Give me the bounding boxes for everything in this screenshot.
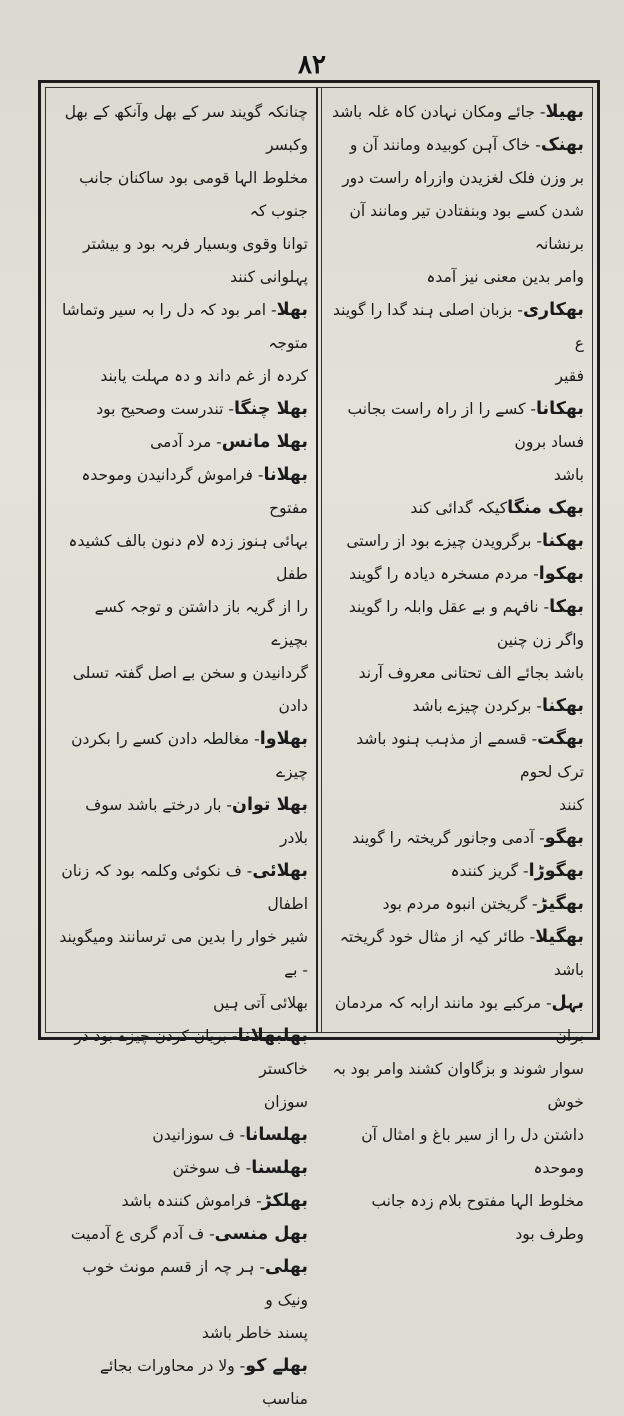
dictionary-entry — [54, 1350, 308, 1416]
dictionary-entry — [54, 96, 308, 162]
definition-text: - قسمے از مذہب ہنود باشد ترک لحوم — [356, 730, 584, 781]
headword: بھل منسی — [214, 1224, 308, 1244]
dictionary-entry — [54, 591, 308, 657]
page-border-frame — [38, 80, 600, 1408]
dictionary-entry — [54, 1119, 308, 1152]
definition-text: - خاک آہن کوبیدہ ومانند آن و — [349, 136, 541, 154]
headword: بھلائی — [252, 861, 308, 881]
definition-text: چنانکہ گویند سر کے بھل وآنکھ کے بھل وکبسر — [64, 103, 308, 154]
headword: بھگیڑ — [537, 894, 584, 914]
dictionary-entry — [54, 162, 308, 228]
definition-text: - ف سوزانیدن — [152, 1126, 246, 1144]
dictionary-entry — [326, 690, 584, 723]
definition-text: مخلوط الہا قومی بود ساکنان جانب جنوب کہ — [79, 169, 308, 220]
headword: بھلاوا — [259, 729, 308, 749]
dictionary-entry — [54, 1317, 308, 1350]
definition-text: کردہ از غم داند و دہ مہلت یابند — [100, 367, 308, 385]
definition-text: - جائے ومکان نہادن کاہ غلہ باشد — [332, 103, 546, 121]
headword: بھلا — [276, 300, 308, 320]
dictionary-entry — [54, 228, 308, 294]
headword: بھکا — [549, 597, 584, 617]
dictionary-entry — [326, 1185, 584, 1251]
dictionary-entry — [326, 96, 584, 129]
dictionary-entry — [54, 987, 308, 1020]
headword: بھگوڑا — [528, 861, 584, 881]
headword: بھیلا — [545, 102, 584, 122]
definition-text: - برگرویدن چیزے بود از راستی — [346, 532, 542, 550]
dictionary-entry — [326, 723, 584, 789]
definition-text: - بزبان اصلی ہند گدا را گویند ع — [333, 301, 584, 352]
definition-text: - کسے را از راہ راست بجانب فساد برون — [347, 400, 584, 451]
dictionary-entry — [326, 261, 584, 294]
headword: بھلسنا — [251, 1158, 308, 1178]
dictionary-entry — [326, 855, 584, 888]
headword: بھلا مانس — [221, 432, 308, 452]
dictionary-entry — [326, 162, 584, 195]
dictionary-entry — [326, 1053, 584, 1119]
definition-text: مخلوط الہا مفتوح بلام زدہ جانب وطرف بود — [371, 1192, 584, 1243]
page-number: ۸۲ — [298, 50, 326, 80]
definition-text: پسند خاطر باشد — [201, 1324, 308, 1342]
dictionary-entry — [326, 195, 584, 261]
dictionary-entry — [54, 426, 308, 459]
definition-text: را از گریہ باز داشتن و توجہ کسے بچیزے — [94, 598, 308, 649]
dictionary-entry — [326, 525, 584, 558]
headword: بھکوا — [538, 564, 584, 584]
definition-text: - برکردن چیزے باشد — [412, 697, 542, 715]
definition-text: بھلائی آتی ہیں — [213, 994, 308, 1012]
headword: بھلا چنگا — [233, 399, 308, 419]
definition-text: - مرد آدمی — [150, 433, 222, 451]
definition-text: - فراموش گردانیدن وموحدہ مفتوح — [81, 466, 308, 517]
definition-text: - فراموش کنندہ باشد — [121, 1192, 262, 1210]
dictionary-entry — [54, 657, 308, 723]
inner-border — [45, 87, 593, 1408]
dictionary-entry — [326, 822, 584, 855]
left-column — [54, 96, 308, 1408]
definition-text: - ف نکوئی وکلمہ بود کہ زنان اطفال — [61, 862, 308, 913]
dictionary-entry — [326, 591, 584, 657]
definition-text: - مرکبے بود مانند ارابہ کہ مردمان بران — [334, 994, 584, 1045]
dictionary-entry — [54, 789, 308, 855]
definition-text: - ف سوختن — [172, 1159, 252, 1177]
definition-text: - ولا در محاورات بجائے مناسب — [99, 1357, 308, 1408]
definition-text: باشد — [553, 466, 584, 484]
dictionary-entry — [54, 1251, 308, 1317]
definition-text: - تندرست وصحیح بود — [96, 400, 234, 418]
headword: بہل — [551, 993, 584, 1013]
dictionary-entry — [54, 459, 308, 525]
definition-text: توانا وقوی وبسیار فربہ بود و بیشتر پہلوانی کنند — [83, 235, 308, 286]
definition-text: سوزان — [263, 1093, 308, 1111]
definition-text: بر وزن فلک لغزیدن وازراہ راست دور — [342, 169, 584, 187]
dictionary-entry — [326, 492, 584, 525]
headword: بھکنا — [541, 531, 584, 551]
definition-text: کنند — [559, 796, 584, 814]
dictionary-entry — [326, 558, 584, 591]
definition-text: شدن کسے بود وبنفتادن تیر ومانند آن برنشانہ — [349, 202, 584, 253]
definition-text: - گریختن انبوہ مردم بود — [382, 895, 538, 913]
definition-text: - طائر کیہ از مثال خود گریختہ باشد — [339, 928, 584, 979]
headword: بھلانا — [263, 465, 308, 485]
dictionary-entry — [326, 987, 584, 1053]
dictionary-entry — [54, 1152, 308, 1185]
dictionary-entry — [326, 360, 584, 393]
definition-text: - بار درختے باشد سوف بلادر — [85, 796, 308, 847]
dictionary-entry — [326, 657, 584, 690]
dictionary-entry — [54, 1086, 308, 1119]
dictionary-entry — [326, 129, 584, 162]
definition-text: - مغالطہ دادن کسے را بکردن چیزے — [71, 730, 308, 781]
headword: بھکاری — [523, 300, 584, 320]
definition-text: باشد بجائے الف تحتانی معروف آرند — [358, 664, 584, 682]
dictionary-entry — [54, 921, 308, 987]
dictionary-entry — [54, 294, 308, 360]
headword: بھگت — [537, 729, 584, 749]
right-column — [326, 96, 584, 1243]
headword: بھکانا — [535, 399, 584, 419]
definition-text: - مردم مسخرہ دیادہ را گویند — [349, 565, 539, 583]
dictionary-entry — [54, 360, 308, 393]
definition-text: - نافہم و بے عقل وابلہ را گویند واگر زن چنین — [348, 598, 584, 649]
headword: بھلسانا — [245, 1125, 308, 1145]
dictionary-entry — [326, 888, 584, 921]
definition-text: داشتن دل را از سیر باغ و امثال آن وموحدہ — [361, 1126, 584, 1177]
definition-text: گردانیدن و سخن بے اصل گفتہ تسلی دادن — [72, 664, 308, 715]
dictionary-entry — [54, 855, 308, 921]
headword: بھنک — [540, 135, 584, 155]
headword: بھگو — [544, 828, 584, 848]
definition-text: شیر خوار را بدین می ترسانند ومیگویند - بے — [59, 928, 308, 979]
definition-text: کیکہ گدائی کند — [410, 499, 508, 517]
dictionary-entry — [326, 921, 584, 987]
headword: بھگیلا — [535, 927, 584, 947]
definition-text: فقیر — [555, 367, 584, 385]
headword: بھلبھلانا — [237, 1026, 308, 1046]
dictionary-entry — [54, 525, 308, 591]
definition-text: بہائی ہنوز زدہ لام دنون بالف کشیدہ طفل — [68, 532, 308, 583]
definition-text: وامر بدین معنی نیز آمدہ — [426, 268, 584, 286]
definition-text: - ف آدم گری ع آدمیت — [70, 1225, 215, 1243]
headword: بھلے کو — [245, 1356, 308, 1376]
column-divider — [316, 88, 322, 1032]
headword: بھکنا — [541, 696, 584, 716]
definition-text: - آدمی وجانور گریختہ را گویند — [352, 829, 545, 847]
dictionary-entry — [326, 1119, 584, 1185]
headword: بھلی — [265, 1257, 308, 1277]
definition-text: - بریان کردن چیزے بود در خاکستر — [74, 1027, 308, 1078]
dictionary-entry — [326, 459, 584, 492]
definition-text: - ہر چہ از قسم مونث خوب ونیک و — [82, 1258, 308, 1309]
dictionary-entry — [326, 294, 584, 360]
dictionary-entry — [54, 723, 308, 789]
dictionary-entry — [326, 393, 584, 459]
definition-text: - امر بود کہ دل را بہ سیر وتماشا متوجہ — [61, 301, 308, 352]
headword: بھلا توان — [232, 795, 308, 815]
headword: بھلکڑ — [261, 1191, 308, 1211]
dictionary-entry — [326, 789, 584, 822]
dictionary-entry — [54, 1020, 308, 1086]
dictionary-entry — [54, 1218, 308, 1251]
definition-text: سوار شوند و بزگاوان کشند وامر بود بہ خوش — [332, 1060, 584, 1111]
dictionary-entry — [54, 393, 308, 426]
headword: بھک منگا — [507, 498, 584, 518]
definition-text: - گریز کنندہ — [450, 862, 529, 880]
dictionary-entry — [54, 1185, 308, 1218]
